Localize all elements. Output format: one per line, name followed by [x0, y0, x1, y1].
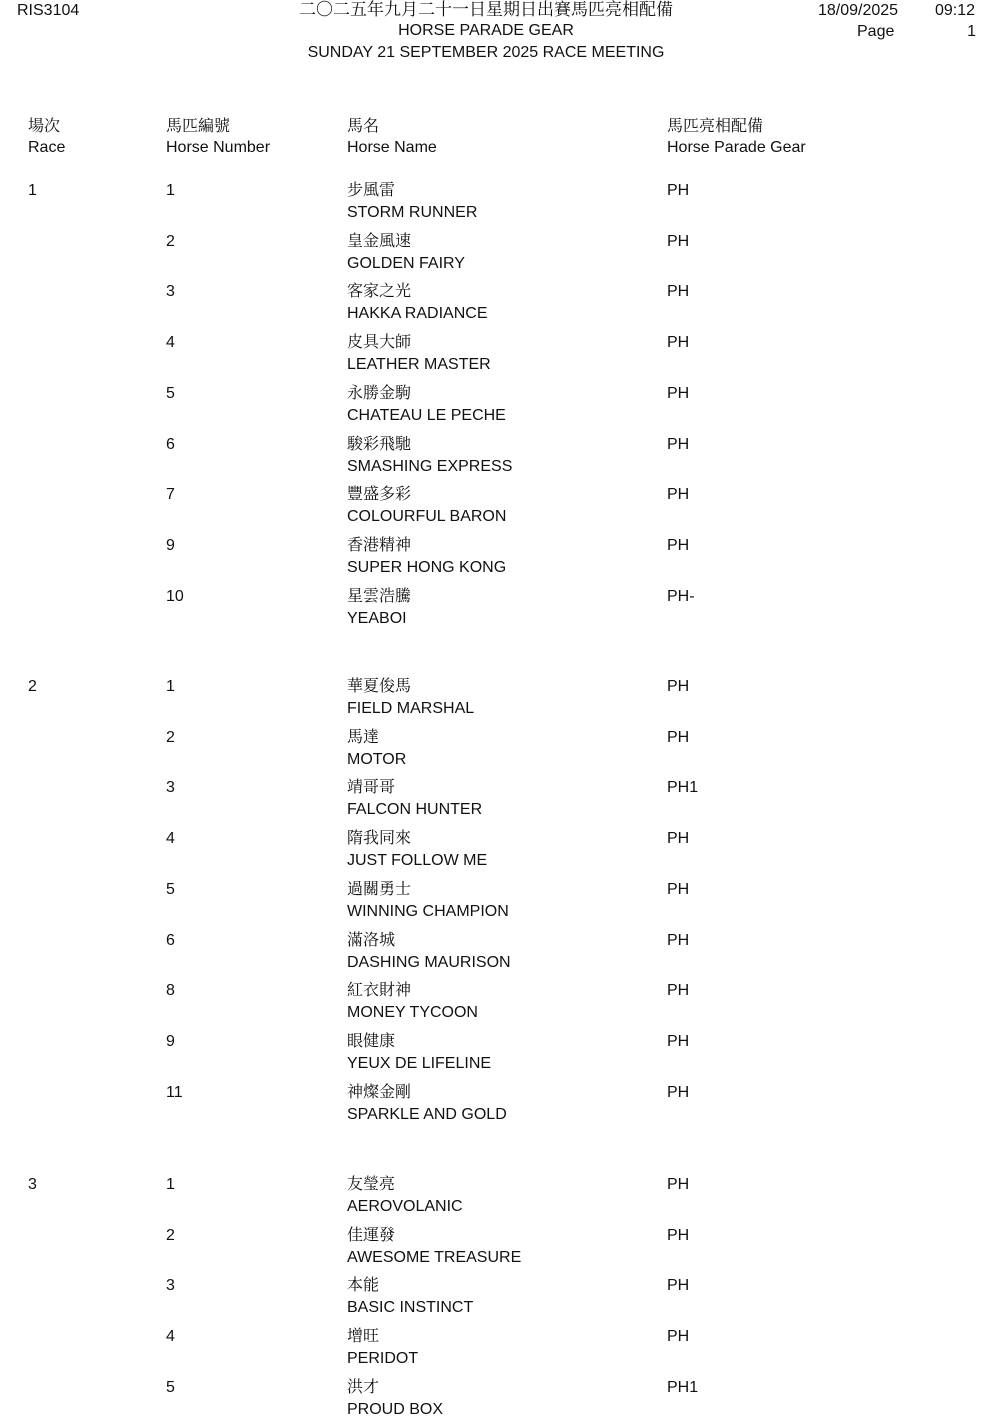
- parade-gear: PH: [667, 1033, 690, 1050]
- horse-number: 3: [166, 1277, 175, 1294]
- horse-number: 4: [166, 334, 175, 351]
- parade-gear: PH: [667, 678, 690, 695]
- horse-number: 1: [166, 678, 175, 695]
- horse-name-zh: 本能: [347, 1275, 380, 1294]
- horse-name-zh: 皇金風速: [347, 231, 412, 250]
- horse-number: 7: [166, 486, 175, 503]
- horse-name-en: PROUD BOX: [347, 1401, 444, 1418]
- horse-name-zh: 佳運發: [347, 1225, 396, 1244]
- parade-gear: PH: [667, 1176, 690, 1193]
- horse-number: 5: [166, 881, 175, 898]
- parade-gear: PH: [667, 334, 690, 351]
- horse-name-en: AWESOME TREASURE: [347, 1249, 522, 1266]
- parade-gear: PH: [667, 881, 690, 898]
- horse-number: 9: [166, 1033, 175, 1050]
- parade-gear: PH1: [667, 1379, 699, 1396]
- race-number: 3: [28, 1176, 37, 1193]
- column-header-horse-number-en: Horse Number: [166, 139, 271, 156]
- horse-name-en: PERIDOT: [347, 1350, 419, 1367]
- column-header-gear-zh: 馬匹亮相配備: [667, 116, 764, 135]
- race-number: 2: [28, 678, 37, 695]
- meeting-title: SUNDAY 21 SEPTEMBER 2025 RACE MEETING: [307, 44, 665, 61]
- column-header-gear-en: Horse Parade Gear: [667, 139, 806, 156]
- horse-number: 2: [166, 233, 175, 250]
- horse-name-zh: 馬達: [347, 727, 380, 746]
- horse-name-en: BASIC INSTINCT: [347, 1299, 474, 1316]
- horse-name-en: HAKKA RADIANCE: [347, 305, 488, 322]
- horse-name-zh: 神燦金剛: [347, 1082, 412, 1101]
- horse-name-en: COLOURFUL BARON: [347, 508, 507, 525]
- horse-name-en: CHATEAU LE PECHE: [347, 407, 506, 424]
- horse-name-zh: 華夏俊馬: [347, 676, 412, 695]
- parade-gear: PH: [667, 830, 690, 847]
- horse-number: 6: [166, 436, 175, 453]
- parade-gear: PH: [667, 1328, 690, 1345]
- parade-gear: PH: [667, 537, 690, 554]
- horse-name-en: MONEY TYCOON: [347, 1004, 478, 1021]
- horse-name-en: YEABOI: [347, 610, 407, 627]
- horse-number: 6: [166, 932, 175, 949]
- parade-gear: PH: [667, 1084, 690, 1101]
- horse-name-zh: 洪才: [347, 1377, 380, 1396]
- horse-number: 4: [166, 1328, 175, 1345]
- horse-name-en: MOTOR: [347, 751, 407, 768]
- horse-name-zh: 永勝金駒: [347, 383, 412, 402]
- parade-gear: PH: [667, 233, 690, 250]
- horse-number: 3: [166, 283, 175, 300]
- horse-name-zh: 友瑩亮: [347, 1174, 396, 1193]
- horse-name-zh: 紅衣財神: [347, 980, 412, 999]
- parade-gear: PH: [667, 729, 690, 746]
- race-number: 1: [28, 182, 37, 199]
- horse-name-zh: 星雲浩騰: [347, 586, 412, 605]
- column-header-horse-name-zh: 馬名: [347, 116, 380, 135]
- horse-name-zh: 香港精神: [347, 535, 412, 554]
- horse-number: 2: [166, 729, 175, 746]
- column-header-horse-name-en: Horse Name: [347, 139, 437, 156]
- horse-name-en: AEROVOLANIC: [347, 1198, 463, 1215]
- horse-name-en: GOLDEN FAIRY: [347, 255, 465, 272]
- parade-gear: PH: [667, 486, 690, 503]
- horse-name-en: FALCON HUNTER: [347, 801, 483, 818]
- horse-name-zh: 過關勇士: [347, 879, 412, 898]
- parade-gear: PH: [667, 283, 690, 300]
- parade-gear: PH: [667, 982, 690, 999]
- horse-number: 2: [166, 1227, 175, 1244]
- horse-name-en: SPARKLE AND GOLD: [347, 1106, 507, 1123]
- horse-name-en: DASHING MAURISON: [347, 954, 511, 971]
- horse-name-en: FIELD MARSHAL: [347, 700, 475, 717]
- horse-number: 10: [166, 588, 184, 605]
- horse-number: 1: [166, 1176, 175, 1193]
- parade-gear: PH: [667, 385, 690, 402]
- parade-gear: PH: [667, 182, 690, 199]
- title-english: HORSE PARADE GEAR: [398, 22, 574, 39]
- horse-name-en: STORM RUNNER: [347, 204, 478, 221]
- document-code: RIS3104: [17, 2, 80, 19]
- print-time: 09:12: [935, 2, 976, 19]
- horse-number: 5: [166, 385, 175, 402]
- horse-name-zh: 眼健康: [347, 1031, 396, 1050]
- parade-gear: PH-: [667, 588, 695, 605]
- horse-name-zh: 豐盛多彩: [347, 484, 412, 503]
- horse-number: 5: [166, 1379, 175, 1396]
- horse-number: 1: [166, 182, 175, 199]
- horse-name-zh: 步風雷: [347, 180, 396, 199]
- horse-name-en: YEUX DE LIFELINE: [347, 1055, 492, 1072]
- horse-name-zh: 滿洛城: [347, 930, 396, 949]
- horse-name-zh: 駿彩飛馳: [347, 434, 412, 453]
- horse-name-en: LEATHER MASTER: [347, 356, 491, 373]
- horse-name-en: JUST FOLLOW ME: [347, 852, 488, 869]
- column-header-horse-number-zh: 馬匹編號: [166, 116, 231, 135]
- horse-name-en: SUPER HONG KONG: [347, 559, 507, 576]
- column-header-race-zh: 場次: [28, 116, 61, 135]
- title-chinese: 二〇二五年九月二十一日星期日出賽馬匹亮相配備: [299, 0, 673, 20]
- parade-gear: PH1: [667, 779, 699, 796]
- horse-number: 9: [166, 537, 175, 554]
- horse-name-zh: 隋我同來: [347, 828, 412, 847]
- horse-name-zh: 靖哥哥: [347, 777, 396, 796]
- horse-number: 8: [166, 982, 175, 999]
- parade-gear: PH: [667, 436, 690, 453]
- horse-number: 11: [166, 1084, 183, 1101]
- parade-gear: PH: [667, 932, 690, 949]
- horse-name-zh: 增旺: [347, 1326, 380, 1345]
- parade-gear: PH: [667, 1277, 690, 1294]
- horse-number: 4: [166, 830, 175, 847]
- horse-name-en: SMASHING EXPRESS: [347, 458, 513, 475]
- page-label: Page: [857, 23, 895, 40]
- print-date: 18/09/2025: [818, 2, 899, 19]
- column-header-race-en: Race: [28, 139, 66, 156]
- horse-number: 3: [166, 779, 175, 796]
- horse-name-en: WINNING CHAMPION: [347, 903, 509, 920]
- horse-name-zh: 皮具大師: [347, 332, 412, 351]
- parade-gear: PH: [667, 1227, 690, 1244]
- horse-name-zh: 客家之光: [347, 281, 412, 300]
- page-number: 1: [967, 23, 976, 40]
